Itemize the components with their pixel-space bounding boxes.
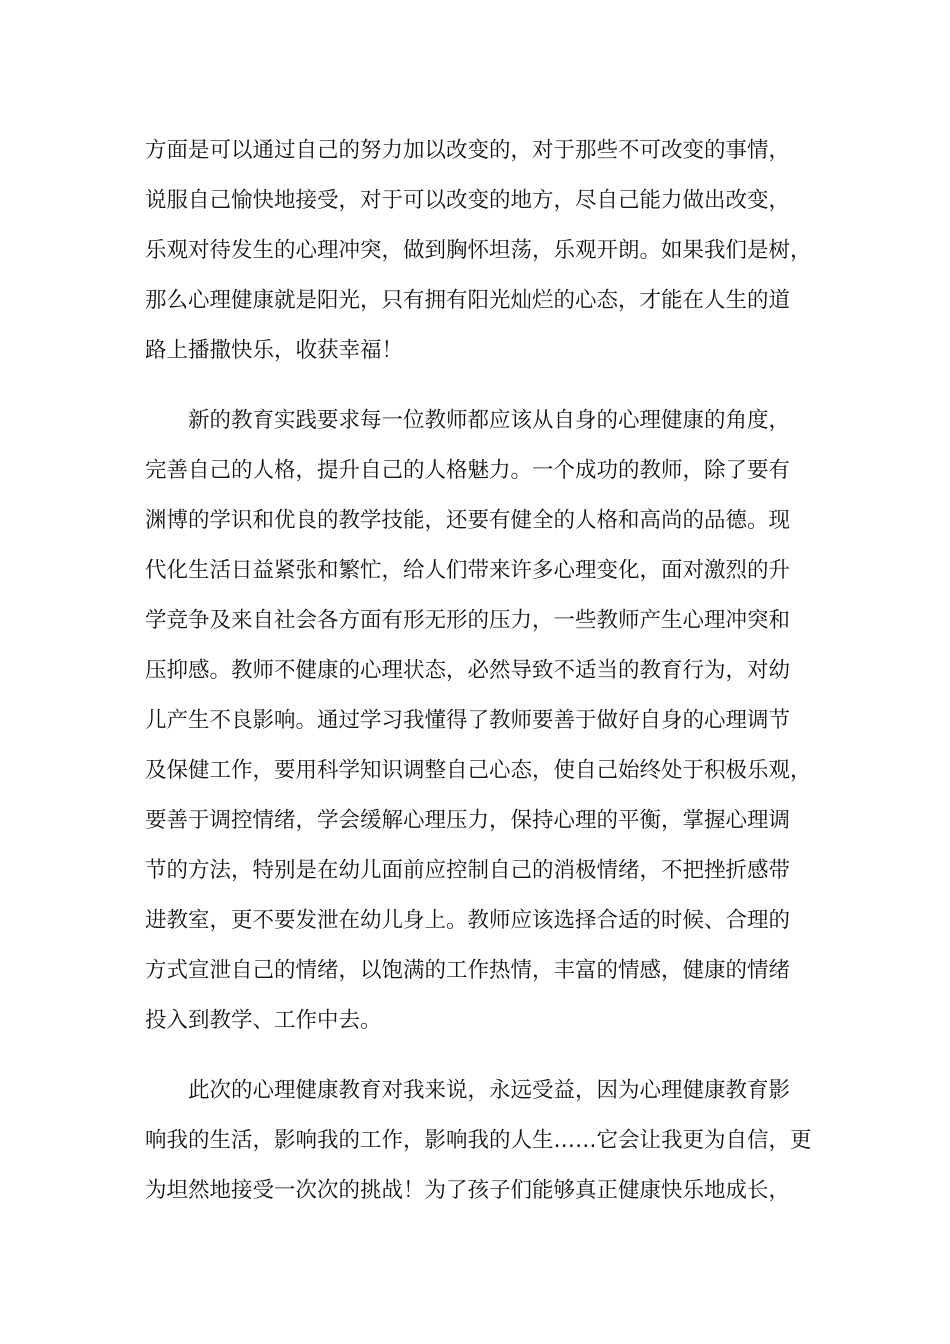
paragraph-line: 方面是可以通过自己的努力加以改变的，对于那些不可改变的事情， (145, 138, 791, 163)
paragraph-line: 要善于调控情绪，学会缓解心理压力，保持心理的平衡，掌握心理调 (145, 808, 791, 833)
paragraph-line: 投入到教学、工作中去。 (145, 1008, 382, 1033)
paragraph-line: 那么心理健康就是阳光，只有拥有阳光灿烂的心态，才能在人生的道 (145, 288, 791, 313)
paragraph-line: 渊博的学识和优良的教学技能，还要有健全的人格和高尚的品德。现 (145, 508, 791, 533)
paragraph-line: 进教室，更不要发泄在幼儿身上。教师应该选择合适的时候、合理的 (145, 908, 791, 933)
paragraph-line: 完善自己的人格，提升自己的人格魅力。一个成功的教师，除了要有 (145, 458, 791, 483)
paragraph-line: 及保健工作，要用科学知识调整自己心态，使自己始终处于积极乐观， (145, 758, 812, 783)
paragraph-line: 儿产生不良影响。通过学习我懂得了教师要善于做好自身的心理调节 (145, 708, 791, 733)
paragraph-line: 代化生活日益紧张和繁忙，给人们带来许多心理变化，面对激烈的升 (145, 558, 791, 583)
paragraph-line: 此次的心理健康教育对我来说，永远受益，因为心理健康教育影 (188, 1078, 791, 1103)
paragraph-line: 压抑感。教师不健康的心理状态，必然导致不适当的教育行为，对幼 (145, 658, 791, 683)
paragraph-line: 响我的生活，影响我的工作，影响我的人生……它会让我更为自信，更 (145, 1128, 812, 1153)
paragraph-line: 乐观对待发生的心理冲突，做到胸怀坦荡，乐观开朗。如果我们是树， (145, 238, 812, 263)
paragraph-line: 新的教育实践要求每一位教师都应该从自身的心理健康的角度， (188, 408, 791, 433)
paragraph-2 (145, 396, 825, 1046)
paragraph-line: 路上播撒快乐，收获幸福！ (145, 338, 404, 363)
paragraph-3 (145, 1066, 825, 1216)
paragraph-line: 为坦然地接受一次次的挑战！为了孩子们能够真正健康快乐地成长， (145, 1178, 791, 1203)
paragraph-1 (145, 126, 825, 376)
paragraph-line: 说服自己愉快地接受，对于可以改变的地方，尽自己能力做出改变， (145, 188, 791, 213)
paragraph-line: 学竞争及来自社会各方面有形无形的压力，一些教师产生心理冲突和 (145, 608, 791, 633)
paragraph-line: 节的方法，特别是在幼儿面前应控制自己的消极情绪，不把挫折感带 (145, 858, 791, 883)
paragraph-line: 方式宣泄自己的情绪，以饱满的工作热情，丰富的情感，健康的情绪 (145, 958, 791, 983)
